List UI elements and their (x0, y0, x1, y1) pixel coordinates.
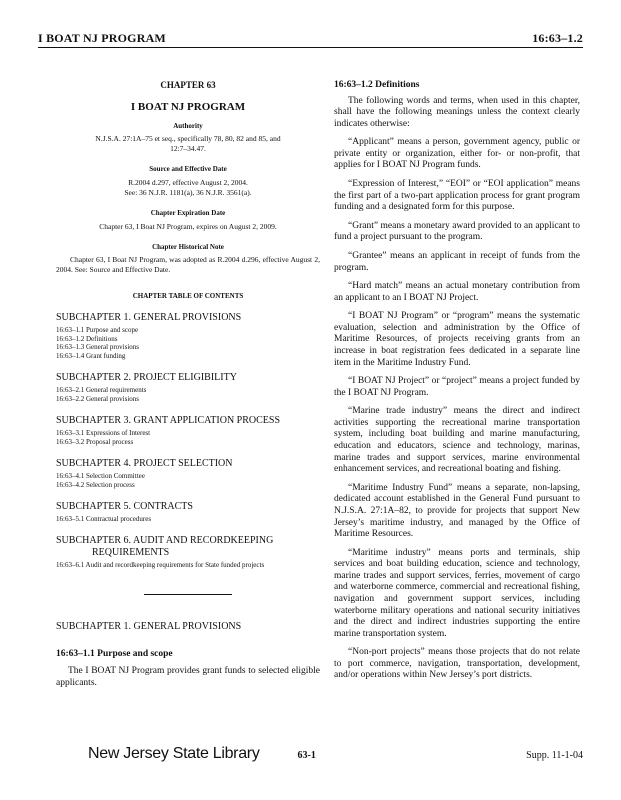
definition: “Grantee” means an applicant in receipt of funds from the program. (334, 250, 580, 273)
definition: “Marine trade industry” means the direct and indirect activities supporting the recreational marine transportation system, including boat building and marine manufacturing, education and educators, science and technology, marinas, marine trades and support services, marine environmental enhancement services, and recreational boating and fishing. (334, 406, 580, 475)
definitions-intro: The following words and terms, when used in this chapter, shall have the following meanings unless the context clearly indicates otherwise: (334, 95, 580, 129)
subchapter-title: SUBCHAPTER 3. GRANT APPLICATION PROCESS (56, 415, 281, 427)
source-text-1: R.2004 d.297, effective August 2, 2004. (128, 177, 248, 187)
chapter-label: CHAPTER 63 (160, 80, 216, 90)
toc-entry: 16:63–1.1 Purpose and scope (56, 325, 139, 334)
definition: “Applicant” means a person, government agency, public or private entity or organization, either for- or non-profit, that applies for I BOAT NJ Program funds. (334, 137, 580, 171)
header-section: 16:63–1.2 (532, 31, 583, 45)
toc-entry: 16:63–5.1 Contractual procedures (56, 515, 152, 524)
expiration-text: Chapter 63, I Boat NJ Program, expires on August 2, 2009. (99, 221, 277, 231)
subchapter-title: SUBCHAPTER 2. PROJECT ELIGIBILITY (56, 372, 237, 384)
supplement-date: Supp. 11-1-04 (526, 750, 583, 761)
toc-entry: 16:63–1.3 General provisions (56, 343, 140, 352)
chapter-name: I BOAT NJ PROGRAM (130, 100, 246, 113)
section-list (56, 515, 320, 524)
toc-entry: 16:63–4.2 Selection process (56, 481, 135, 490)
toc-subchapter-6 (56, 535, 320, 570)
definition: “Hard match” means an actual monetary contribution from an applicant to an I BOAT NJ Project. (334, 281, 580, 303)
definition: “Expression of Interest,” “EOI” or “EOI application” means the first part of a two-part application process for grant program funding and a designated form for this purpose. (334, 179, 580, 213)
toc-entry: 16:63–6.1 Audit and recordkeeping requirements for State funded projects (56, 561, 265, 570)
toc-entry: 16:63–4.1 Selection Committee (56, 472, 145, 481)
toc-subchapter-5 (56, 501, 320, 524)
history-heading: Chapter Historical Note (152, 243, 224, 252)
header-rule (38, 47, 583, 48)
section-list (56, 561, 320, 570)
section-body: The I BOAT NJ Program provides grant funds to selected eligible applicants. (56, 666, 320, 689)
library-watermark: New Jersey State Library (88, 745, 260, 762)
toc-subchapter-3 (56, 415, 320, 447)
source-text-2: See: 36 N.J.R. 1181(a), 36 N.J.R. 3561(a). (124, 187, 252, 197)
page-footer (88, 745, 583, 763)
running-header (38, 31, 583, 46)
authority-heading: Authority (173, 121, 203, 130)
subchapter-title: SUBCHAPTER 1. GENERAL PROVISIONS (56, 311, 242, 323)
toc-heading: CHAPTER TABLE OF CONTENTS (132, 292, 244, 301)
toc-entry: 16:63–1.4 Grant funding (56, 352, 126, 361)
toc-entry: 16:63–1.2 Definitions (56, 334, 118, 343)
right-column (334, 80, 580, 682)
subchapter-1-heading: SUBCHAPTER 1. GENERAL PROVISIONS (56, 621, 242, 632)
section-divider (144, 594, 232, 595)
toc-entry: 16:63–3.1 Expressions of Interest (56, 429, 151, 438)
definition: “I BOAT NJ Project” or “project” means a project funded by the I BOAT NJ Program. (334, 376, 580, 398)
definition: “I BOAT NJ Program” or “program” means the systematic evaluation, selection and administration by the Office of Maritime Resources, of projects receiving grants from an increase in boat registration fees dedicated in a separate line item in the Maritime Industry Fund. (334, 311, 580, 368)
definition: “Maritime Industry Fund” means a separate, non-lapsing, dedicated account established in the General Fund pursuant to N.J.S.A. 27:1A–82, to provide for projects that support New Jersey’s maritime industry, and managed by the Office of Maritime Resources. (334, 482, 580, 540)
page-number: 63-1 (297, 750, 316, 761)
authority-text: N.J.S.A. 27:1A–75 et seq., specifically 78, 80, 82 and 85, and 12:7–34.47. (95, 134, 281, 153)
definition: “Grant” means a monetary award provided to an applicant to fund a project pursuant to the program. (334, 220, 580, 243)
toc-entry: 16:63–2.1 General requirements (56, 386, 147, 395)
section-heading: 16:63–1.1 Purpose and scope (56, 649, 173, 659)
definition: “Maritime industry” means ports and terminals, ship services and boat building education, science and technology, marine trades and support services, ferries, movement of cargo and waterborne commerce, commercial and recreational fishing, navigation and government support services, including waterborne military operations and national security initiatives and the direct and indirect industries supporting the entire marine transportation system. (334, 547, 580, 639)
left-column (56, 80, 320, 690)
section-list (56, 429, 320, 447)
toc-subchapter-1 (56, 312, 320, 362)
subchapter-title: SUBCHAPTER 6. AUDIT AND RECORDKEEPING (56, 535, 274, 547)
toc-subchapter-4 (56, 458, 320, 490)
subchapter-title-cont: REQUIREMENTS (92, 547, 170, 559)
subchapter-title: SUBCHAPTER 5. CONTRACTS (56, 501, 193, 513)
section-list (56, 386, 320, 404)
subchapter-title: SUBCHAPTER 4. PROJECT SELECTION (56, 458, 233, 470)
header-title: I BOAT NJ PROGRAM (38, 31, 166, 45)
source-heading: Source and Effective Date (149, 165, 227, 174)
section-list (56, 472, 320, 490)
toc-entry: 16:63–3.2 Proposal process (56, 438, 134, 447)
toc-entry: 16:63–2.2 General provisions (56, 395, 140, 404)
toc-subchapter-2 (56, 372, 320, 404)
definition: “Non-port projects” means those projects that do not relate to port commerce, navigation, transportation, development, and/or operations within New Jersey’s port districts. (334, 647, 580, 681)
expiration-heading: Chapter Expiration Date (150, 209, 226, 218)
section-list (56, 326, 320, 362)
history-text: Chapter 63, I Boat NJ Program, was adopted as R.2004 d.296, effective August 2, 2004. See: Source and Effective Date. (56, 255, 320, 274)
definitions-heading: 16:63–1.2 Definitions (334, 80, 420, 90)
